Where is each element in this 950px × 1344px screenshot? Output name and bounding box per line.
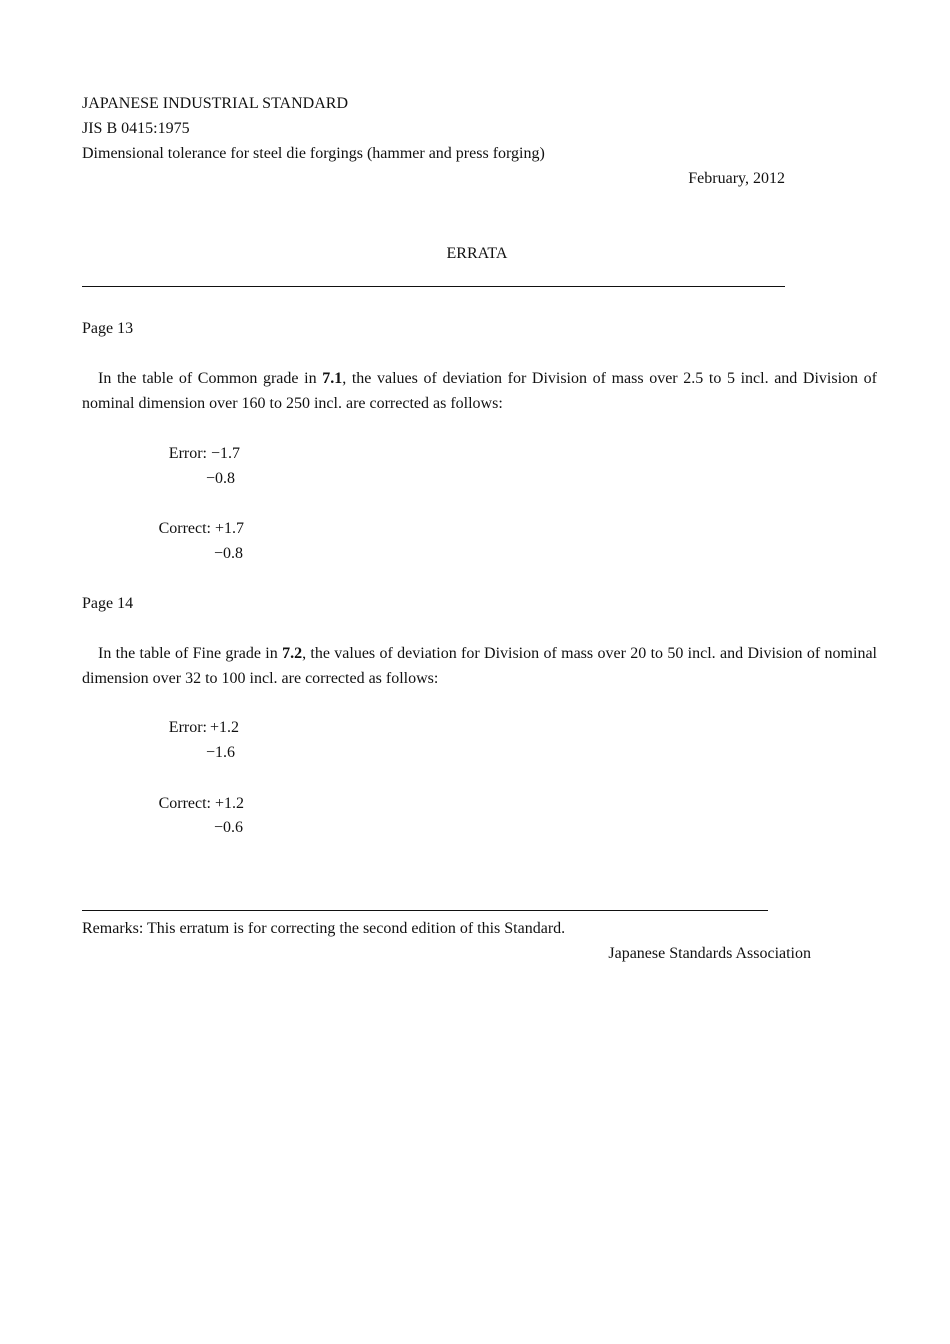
document-date: February, 2012 [688,170,785,187]
page-14-section-ref: 7.2 [282,645,303,662]
page-14-correct-label: Correct: [158,795,211,812]
publisher-name: Japanese Standards Association [608,945,811,962]
page-13-text-after: , the values of deviation for Division of mass over 2.5 to 5 incl. and Division of nominal dimension over 160 to 250 incl. are corrected as follows: [82,370,877,412]
page-14-correct-lower: −0.6 [214,819,244,836]
errata-heading: ERRATA [446,245,508,262]
standard-title: Dimensional tolerance for steel die forgings (hammer and press forging) [82,145,545,162]
page-14-label: Page 14 [82,595,134,612]
page-14-correct-upper: +1.2 [215,795,245,812]
page-13-error-label: Error: [168,445,207,462]
page-14-error-lower: −1.6 [206,744,236,761]
heading-divider [82,286,785,287]
page-13-error-upper: −1.7 [211,445,241,462]
page-14-error-upper: +1.2 [210,719,240,736]
page-14-text-before: In the table of Fine grade in [98,645,283,662]
page-13-text-before: In the table of Common grade in [98,370,323,387]
page-13-error-lower: −0.8 [206,470,236,487]
page-13-label: Page 13 [82,320,134,337]
standard-code: JIS B 0415:1975 [82,120,190,137]
page-13-correct-lower: −0.8 [214,545,244,562]
page-13-paragraph [82,366,877,416]
page-14-text-after: , the values of deviation for Division of mass over 20 to 50 incl. and Division of nominal dimension over 32 to 100 incl. are corrected as follows: [82,645,877,687]
remarks-text: Remarks: This erratum is for correcting the second edition of this Standard. [82,920,566,937]
remarks-divider [82,910,768,911]
page-13-correct-label: Correct: [158,520,211,537]
standard-org: JAPANESE INDUSTRIAL STANDARD [82,95,348,112]
page-14-error-label: Error: [168,719,207,736]
page-13-correct-upper: +1.7 [215,520,245,537]
page-13-section-ref: 7.1 [322,370,343,387]
page-14-paragraph [82,641,877,691]
